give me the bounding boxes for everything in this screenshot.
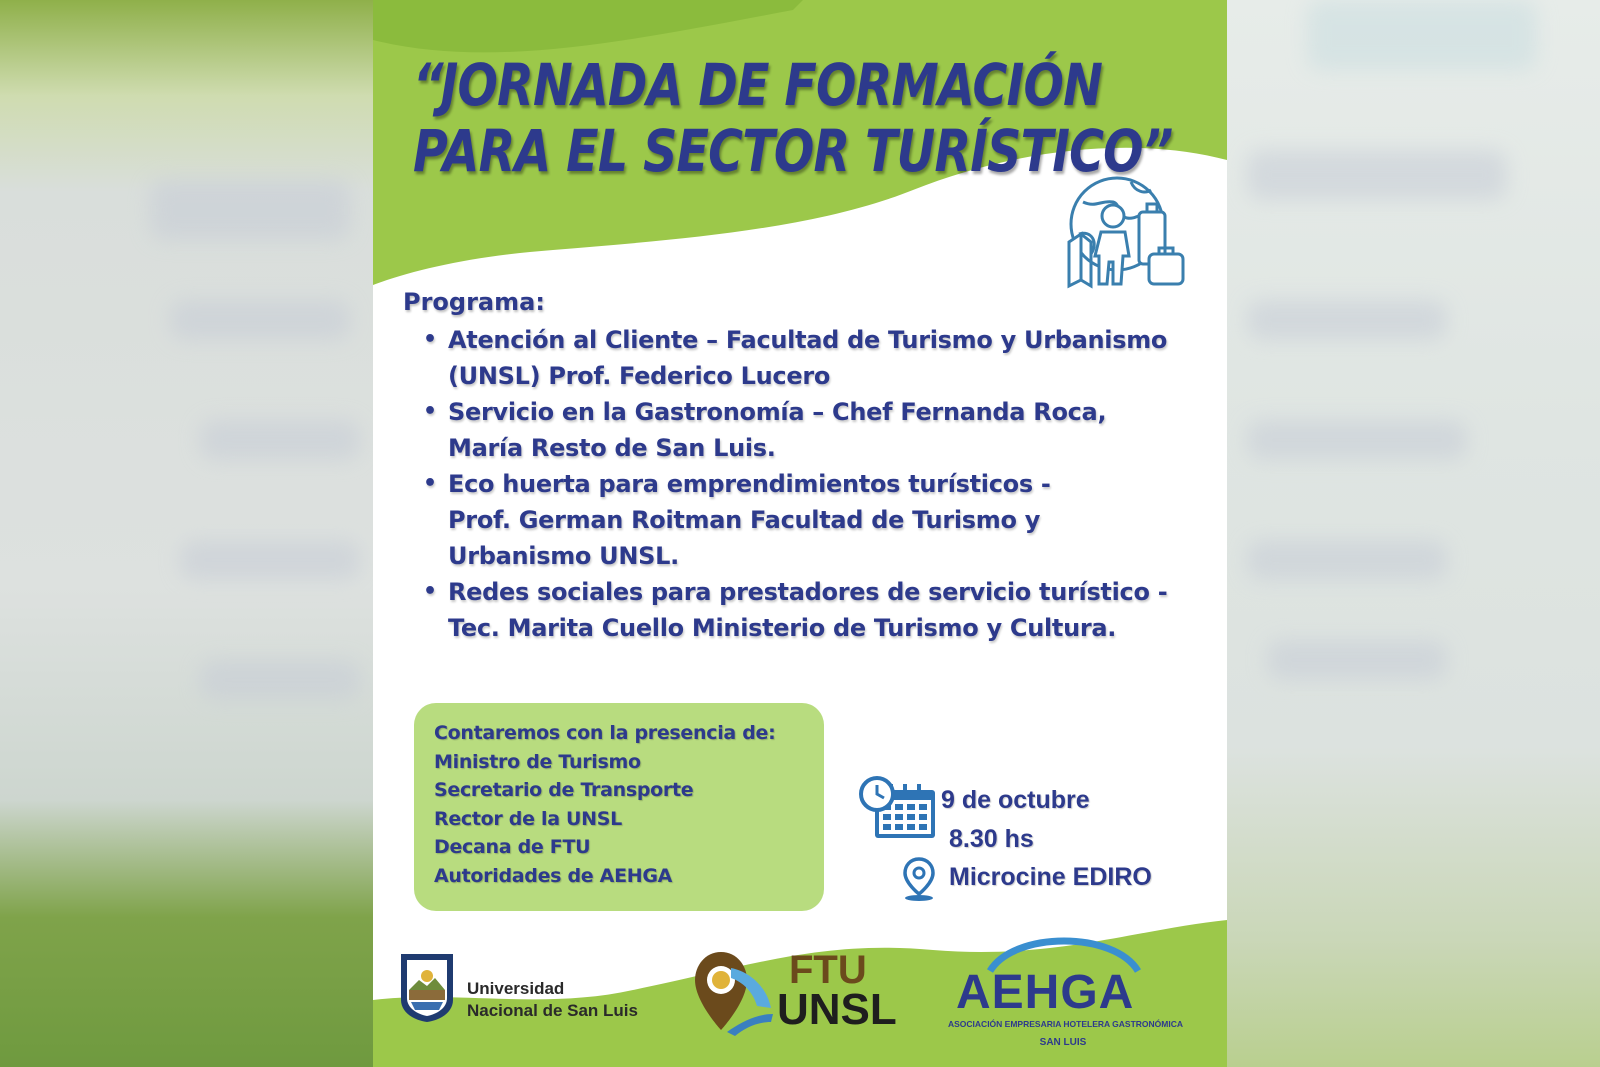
program-item-line: Eco huerta para emprendimientos turísticos - [448,470,1051,498]
blurred-background-left [0,0,373,1067]
title-line-2: PARA EL SECTOR TURÍSTICO” [413,117,1173,185]
program-item-line: Atención al Cliente – Facultad de Turismo y Urbanismo [448,326,1168,354]
presence-item: Secretario de Transporte [434,779,694,801]
ftu-line-1: FTU [789,948,867,992]
poster-title [413,51,1173,185]
aehga-place: SAN LUIS [1039,1037,1087,1048]
presence-list [434,719,775,890]
ftu-name [777,948,897,1034]
aehga-logo [948,925,1184,1048]
unsl-name-line-1: Universidad [467,979,565,998]
program-label: Programa: [403,288,545,316]
program-item [403,394,1203,466]
event-poster [373,0,1227,1067]
program-item-line: Redes sociales para prestadores de servicio turístico - [448,578,1168,606]
program-item [403,466,1203,574]
blurred-background-right [1227,0,1600,1067]
aehga-full-name: ASOCIACIÓN EMPRESARIA HOTELERA GASTRONÓMICA [948,1019,1184,1029]
program-item-line: Tec. Marita Cuello Ministerio de Turismo y Cultura. [448,614,1117,642]
location-pin-icon [901,856,937,902]
travel-globe-icon [1061,172,1193,290]
aehga-name: AEHGA [956,966,1135,1019]
event-info [859,776,1219,906]
program-item [403,574,1203,646]
ftu-line-2: UNSL [777,985,897,1034]
event-date: 9 de octubre [941,786,1090,814]
program-item-line: Urbanismo UNSL. [448,542,679,570]
presence-item: Ministro de Turismo [434,750,641,773]
presence-item: Decana de FTU [434,836,591,858]
event-time: 8.30 hs [949,825,1034,853]
program-item-line: (UNSL) Prof. Federico Lucero [448,362,831,390]
program-item-line: Prof. German Roitman Facultad de Turismo y [448,506,1041,534]
calendar-clock-icon [859,776,939,842]
program-item-line: María Resto de San Luis. [448,434,776,462]
unsl-name-line-2: Nacional de San Luis [467,1001,638,1020]
program-item [403,322,1203,394]
ftu-pin-icon [691,948,775,1038]
presence-item: Autoridades de AEHGA [434,864,673,887]
presence-box [414,703,824,911]
program-item-line: Servicio en la Gastronomía – Chef Fernanda Roca, [448,398,1107,426]
unsl-shield-icon [397,950,457,1024]
program-list [403,322,1203,646]
unsl-name [467,978,638,1022]
title-line-1: “JORNADA DE FORMACIÓN [413,51,1103,119]
presence-heading: Contaremos con la presencia de: [434,722,776,744]
event-location: Microcine EDIRO [949,863,1152,891]
presence-item: Rector de la UNSL [434,807,622,830]
